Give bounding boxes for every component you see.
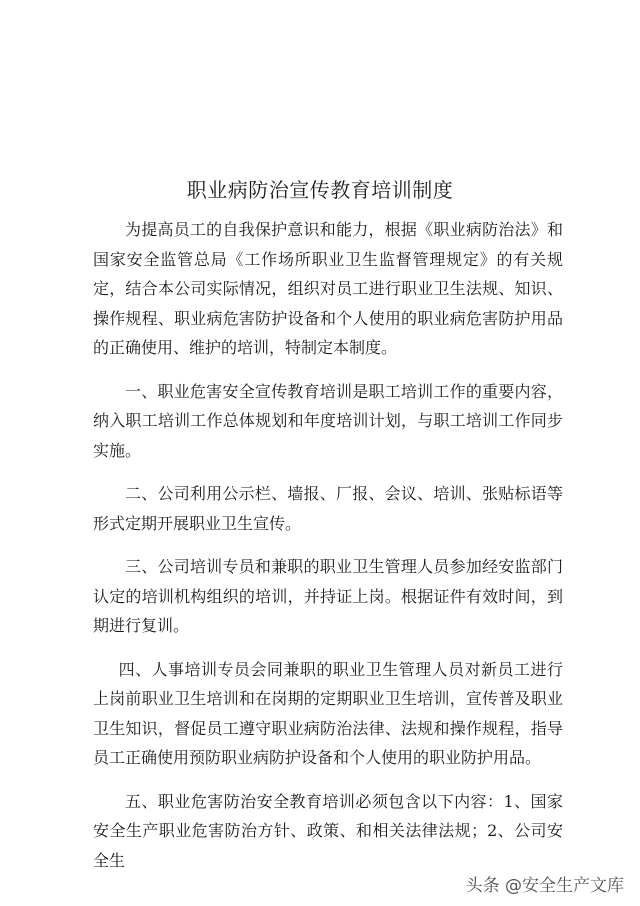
document-title: 职业病防治宣传教育培训制度 bbox=[186, 178, 454, 202]
document-body bbox=[93, 215, 563, 889]
source-watermark: 头条 @安全生产文库 bbox=[465, 876, 624, 896]
paragraph-2: 二、公司利用公示栏、墙报、厂报、会议、培训、张贴标语等形式定期开展职业卫生宣传。 bbox=[93, 484, 563, 533]
paragraph-intro: 为提高员工的自我保护意识和能力，根据《职业病防治法》和国家安全监管总局《工作场所职业卫生监督管理规定》的有关规定，结合本公司实际情况，组织对员工进行职业卫生法规、知识、操作规程、职业病危害防护设备和个人使用的职业病危害防护用品的正确使用、维护的培训，特制定本制度。 bbox=[93, 220, 563, 357]
paragraph-5: 五、职业危害防治安全教育培训必须包含以下内容：1、国家安全生产职业危害防治方针、政策、和相关法律法规；2、公司安全生 bbox=[93, 791, 563, 870]
paragraph-1: 一、职业危害安全宣传教育培训是职工培训工作的重要内容，纳入职工培训工作总体规划和年度培训计划，与职工培训工作同步实施。 bbox=[93, 381, 563, 460]
paragraph-3: 三、公司培训专员和兼职的职业卫生管理人员参加经安监部门认定的培训机构组织的培训，并持证上岗。根据证件有效时间，到期进行复训。 bbox=[93, 557, 563, 635]
paragraph-4: 四、人事培训专员会同兼职的职业卫生管理人员对新员工进行上岗前职业卫生培训和在岗期的定期职业卫生培训，宣传普及职业卫生知识，督促员工遵守职业病防治法律、法规和操作规程，指导员工正确使用预防职业病防护设备和个人使用的职业防护用品。 bbox=[93, 659, 563, 767]
